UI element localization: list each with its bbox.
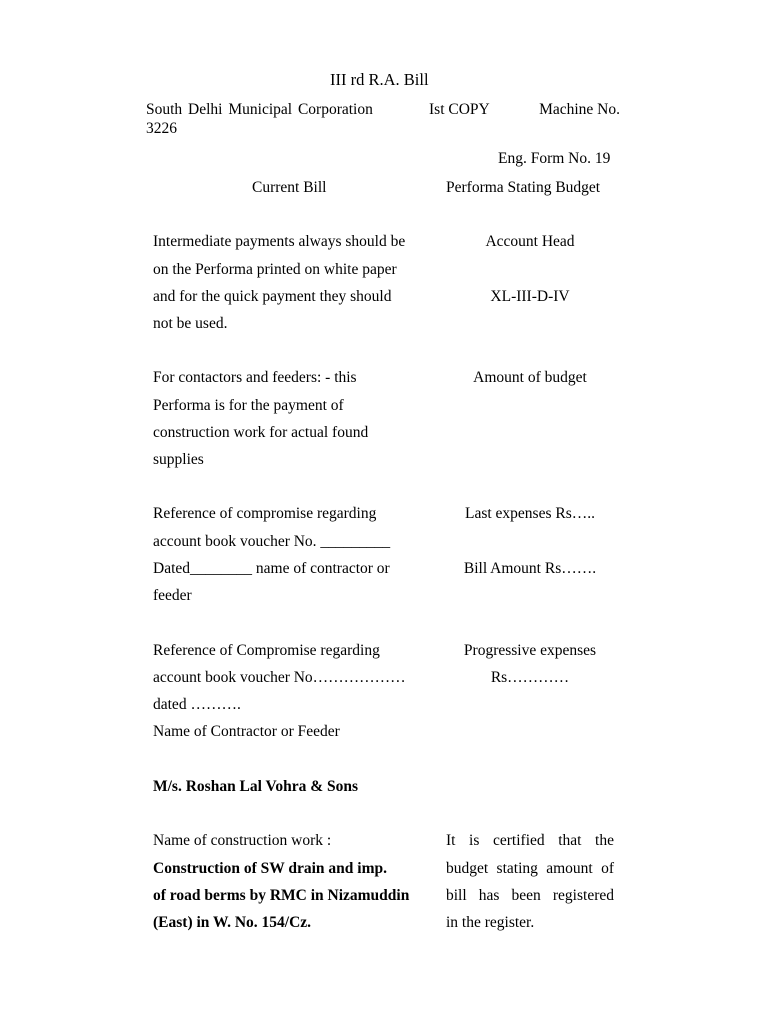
certificate-line-4: in the register. [446,914,535,931]
contractors-line-3: construction work for actual found [153,424,369,441]
machine-number: 3226 [146,120,177,137]
work-title-line-1: Construction of SW drain and imp. [153,860,387,877]
intermediate-line-1: Intermediate payments always should be [153,233,406,250]
certificate-line-3: bill has been registered [446,887,614,904]
last-expenses: Last expenses Rs….. [464,505,595,522]
contractor-name: M/s. Roshan Lal Vohra & Sons [153,778,359,795]
work-label: Name of construction work : [153,832,332,849]
reference2-line-3: dated ………. [153,696,241,713]
reference2-line-2: account book voucher No……………… [153,669,406,686]
bill-title: III rd R.A. Bill [330,70,429,89]
account-head-value: XL-III-D-IV [490,288,570,305]
reference1-line-2: account book voucher No. _________ [153,533,391,550]
intermediate-line-2: on the Performa printed on white paper [153,261,397,278]
account-head-label: Account Head [485,233,575,250]
contractors-line-2: Performa is for the payment of [153,397,344,414]
reference2-line-4: Name of Contractor or Feeder [153,723,340,740]
amount-of-budget: Amount of budget [473,369,587,386]
corporation-name: South Delhi Municipal Corporation [146,101,373,118]
performa-heading: Performa Stating Budget [446,179,601,196]
contractors-line-1: For contactors and feeders: - this [153,369,357,386]
intermediate-line-4: not be used. [153,315,228,332]
contractors-line-4: supplies [153,451,204,468]
reference1-line-4: feeder [153,587,192,604]
bill-amount: Bill Amount Rs……. [463,560,597,577]
reference1-line-1: Reference of compromise regarding [153,505,377,522]
progressive-rs: Rs………… [490,669,570,686]
progressive-expenses: Progressive expenses [463,642,597,659]
work-title-line-3: (East) in W. No. 154/Cz. [153,914,312,931]
reference1-line-3: Dated________ name of contractor or [153,560,390,577]
copy-label: Ist COPY [429,101,490,118]
machine-label: Machine No. [539,101,620,118]
form-number: Eng. Form No. 19 [498,150,611,167]
certificate-line-2: budget stating amount of [446,860,614,877]
current-bill-heading: Current Bill [252,179,327,196]
work-title-line-2: of road berms by RMC in Nizamuddin [153,887,410,904]
reference2-line-1: Reference of Compromise regarding [153,642,380,659]
certificate-line-1: It is certified that the [446,832,614,849]
intermediate-line-3: and for the quick payment they should [153,288,392,305]
